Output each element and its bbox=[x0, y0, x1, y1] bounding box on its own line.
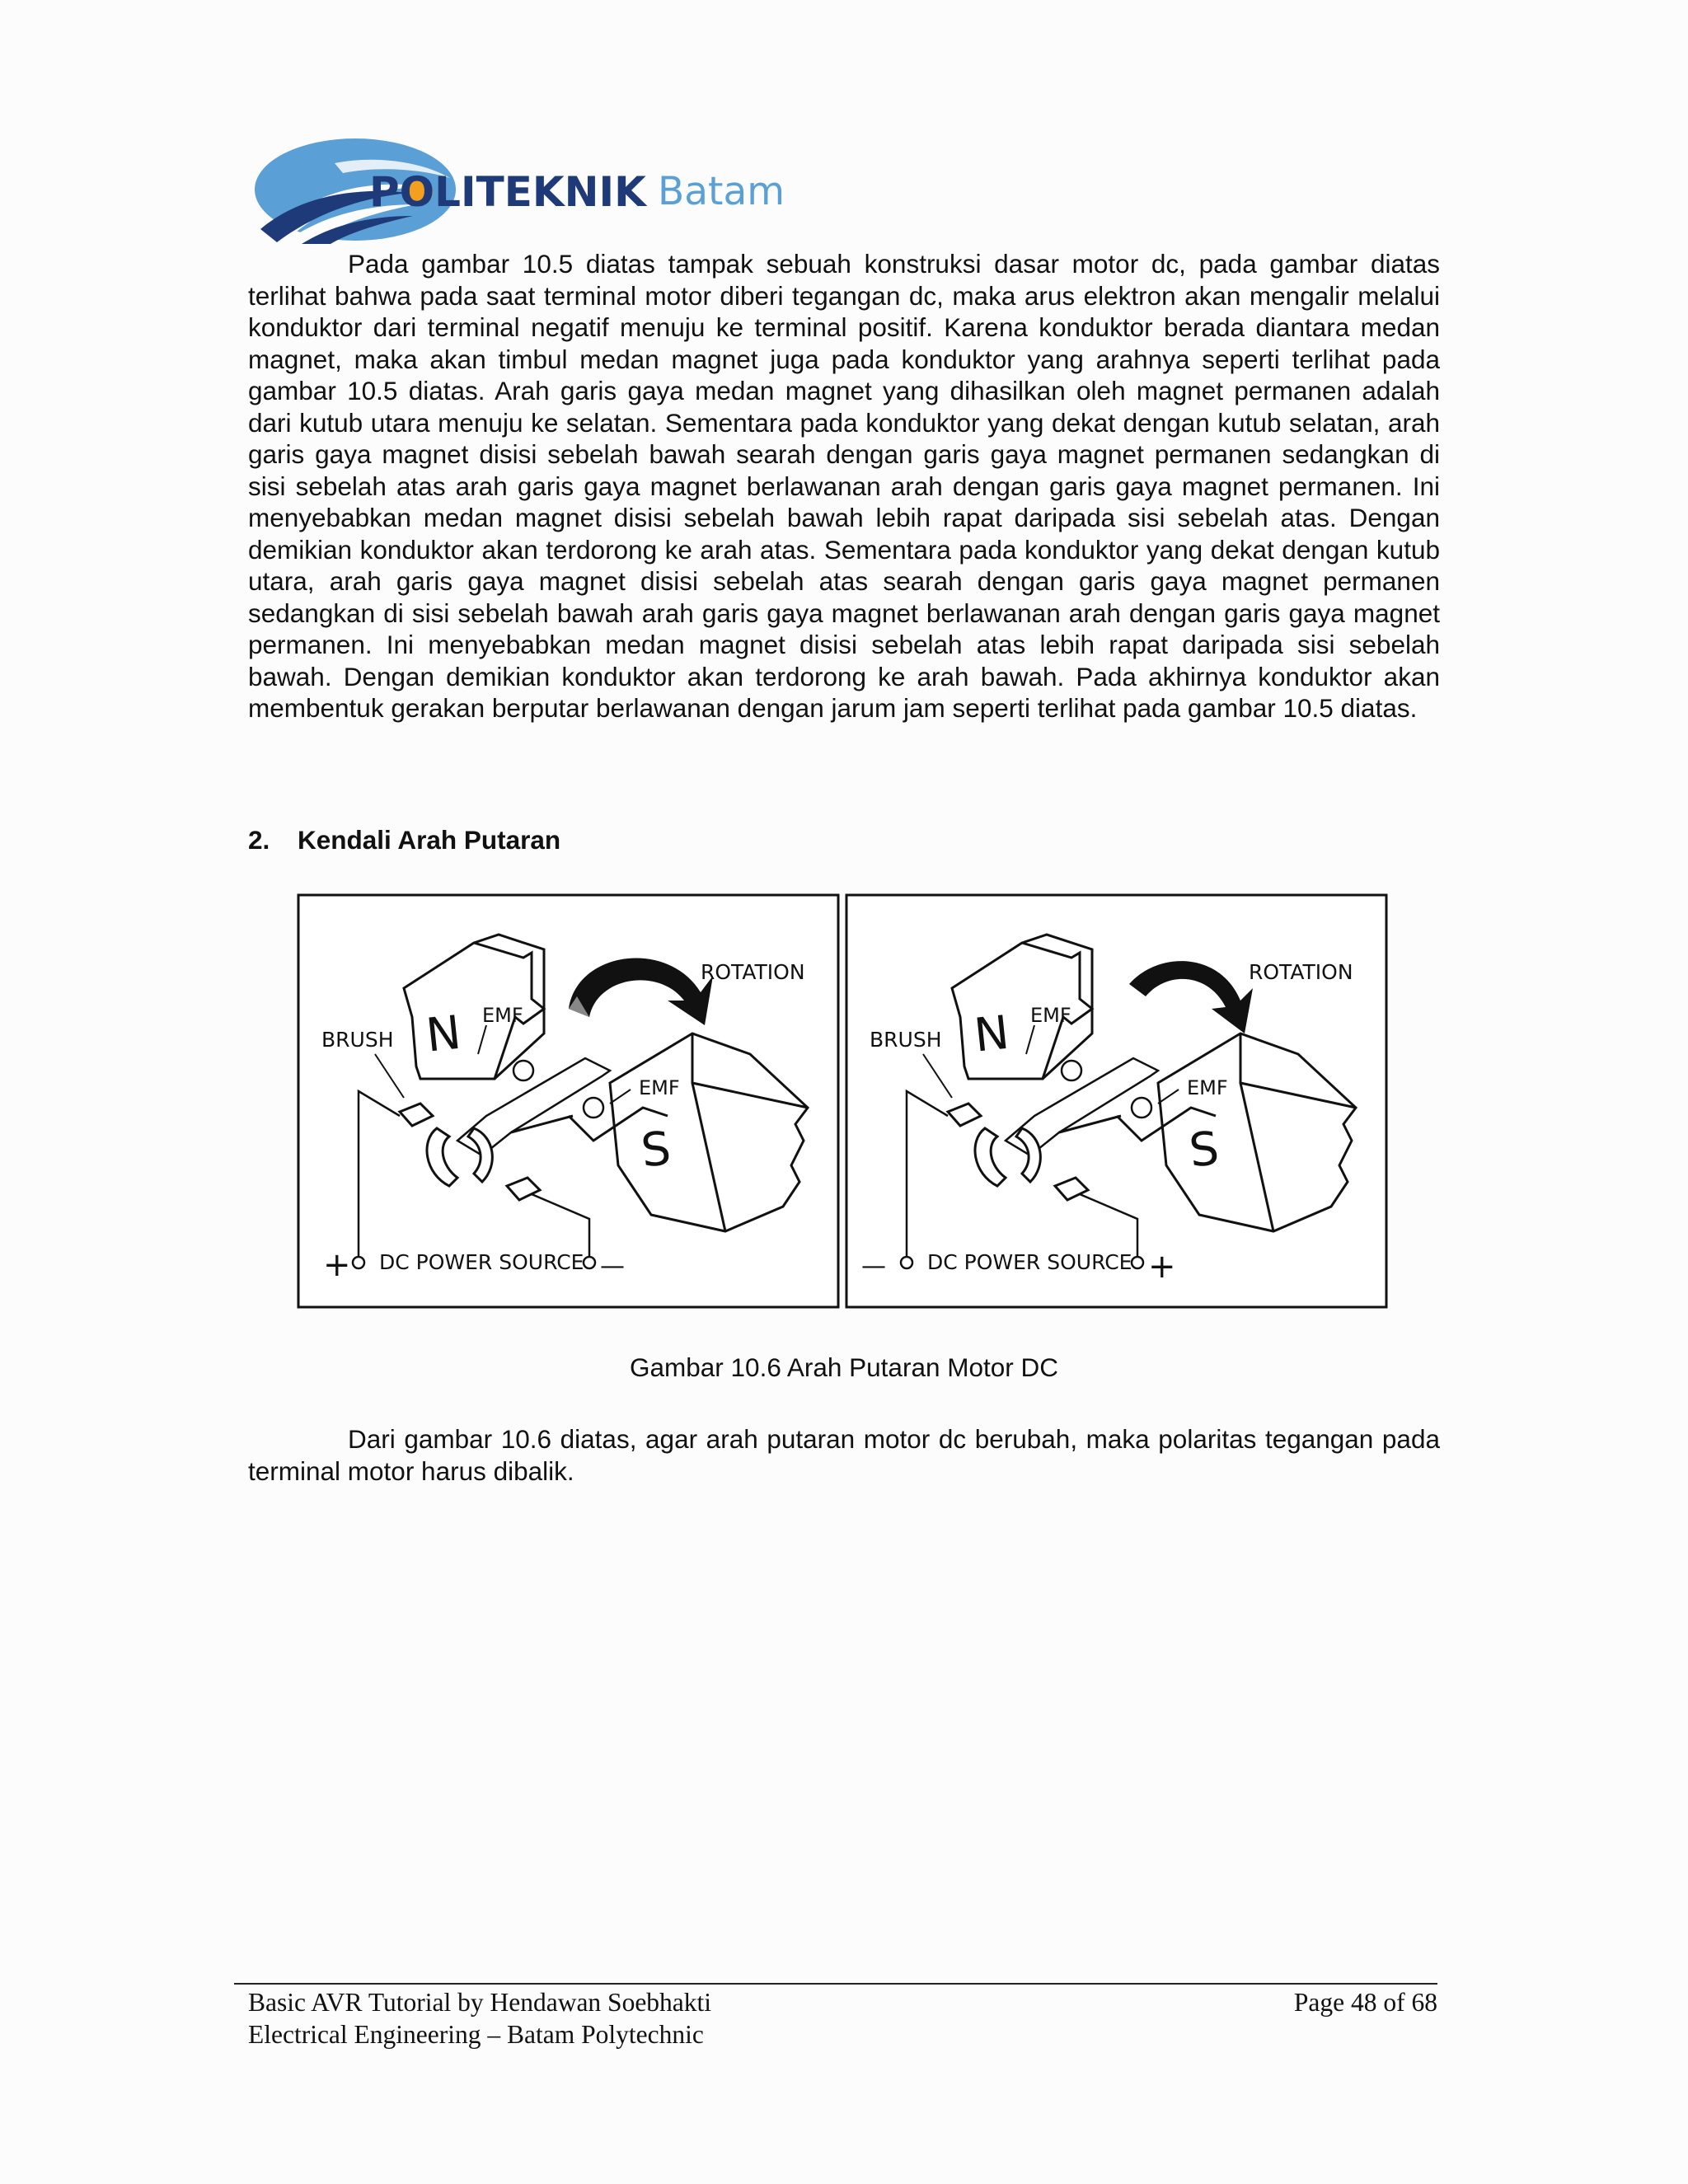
motor-diagram-panel-1 bbox=[298, 895, 838, 1307]
footer-left bbox=[248, 1986, 711, 2050]
dc-power-source-label: DC POWER SOURCE bbox=[927, 1250, 1132, 1274]
emf-label-top: EMF bbox=[482, 1004, 523, 1027]
brush-label: BRUSH bbox=[321, 1028, 394, 1052]
pole-s-label: S bbox=[638, 1122, 673, 1179]
footer-divider bbox=[234, 1983, 1437, 1985]
emf-label-top: EMF bbox=[1030, 1004, 1071, 1027]
dc-motor-figure bbox=[297, 893, 1389, 1315]
polarity-left-sign: — bbox=[861, 1252, 886, 1281]
pole-n-label: N bbox=[423, 1005, 464, 1063]
motor-diagram-panel-2 bbox=[846, 895, 1386, 1307]
emf-label-right: EMF bbox=[1187, 1076, 1228, 1099]
pole-s-label: S bbox=[1186, 1122, 1221, 1179]
logo-text-main: POLITEKNIK bbox=[369, 168, 646, 216]
polarity-right-sign: — bbox=[600, 1252, 625, 1281]
footer-institution: Electrical Engineering – Batam Polytechnic bbox=[248, 2020, 704, 2049]
dc-power-source-label: DC POWER SOURCE bbox=[379, 1250, 584, 1274]
section-number: 2. bbox=[248, 825, 270, 855]
politeknik-batam-logo bbox=[252, 138, 829, 244]
footer-author: Basic AVR Tutorial by Hendawan Soebhakti bbox=[248, 1988, 712, 2017]
section-heading bbox=[248, 825, 560, 855]
emf-label-right: EMF bbox=[639, 1076, 680, 1099]
figure-caption: Gambar 10.6 Arah Putaran Motor DC bbox=[630, 1352, 1058, 1382]
logo-text-sub: Batam bbox=[658, 169, 785, 214]
paragraph-construction: Pada gambar 10.5 diatas tampak sebuah konstruksi dasar motor dc, pada gambar diatas terlihat bahwa pada saat terminal motor diberi tegangan dc, maka arus elektron akan mengalir melalui konduktor dari terminal negatif menuju ke terminal positif. Karena konduktor berada diantara medan magnet, maka akan timbul medan magnet juga pada konduktor yang arahnya seperti terlihat pada gambar 10.5 diatas. Arah garis gaya medan magnet yang dihasilkan oleh magnet permanen adalah dari kutub utara menuju ke selatan. Sementara pada konduktor yang dekat dengan kutub selatan, arah garis gaya magnet disisi sebelah bawah searah dengan garis gaya magnet permanen sedangkan di sisi sebelah atas arah garis gaya magnet berlawanan arah dengan garis gaya magnet permanen. Ini menyebabkan medan magnet disisi sebelah bawah lebih rapat daripada sisi sebelah atas. Dengan demikian konduktor akan terdorong ke arah atas. Sementara pada konduktor yang dekat dengan kutub utara, arah garis gaya magnet disisi sebelah atas searah dengan garis gaya magnet permanen sedangkan di sisi sebelah bawah arah garis gaya magnet berlawanan arah dengan garis gaya magnet permanen. Ini menyebabkan medan magnet disisi sebelah atas lebih rapat daripada sisi sebelah bawah. Dengan demikian konduktor akan terdorong ke arah bawah. Pada akhirnya konduktor akan membentuk gerakan berputar berlawanan dengan jarum jam seperti terlihat pada gambar 10.5 diatas. bbox=[248, 249, 1440, 723]
rotation-label: ROTATION bbox=[701, 960, 805, 984]
section-title: Kendali Arah Putaran bbox=[298, 825, 561, 855]
polarity-right-sign: + bbox=[1148, 1248, 1176, 1286]
page-number: Page 48 of 68 bbox=[1293, 1988, 1437, 2017]
brush-label: BRUSH bbox=[870, 1028, 942, 1052]
polarity-left-sign: + bbox=[323, 1246, 351, 1284]
rotation-label: ROTATION bbox=[1249, 960, 1353, 984]
pole-n-label: N bbox=[971, 1005, 1012, 1063]
paragraph-polarity: Dari gambar 10.6 diatas, agar arah putaran motor dc berubah, maka polaritas tegangan pada terminal motor harus dibalik. bbox=[248, 1424, 1440, 1486]
